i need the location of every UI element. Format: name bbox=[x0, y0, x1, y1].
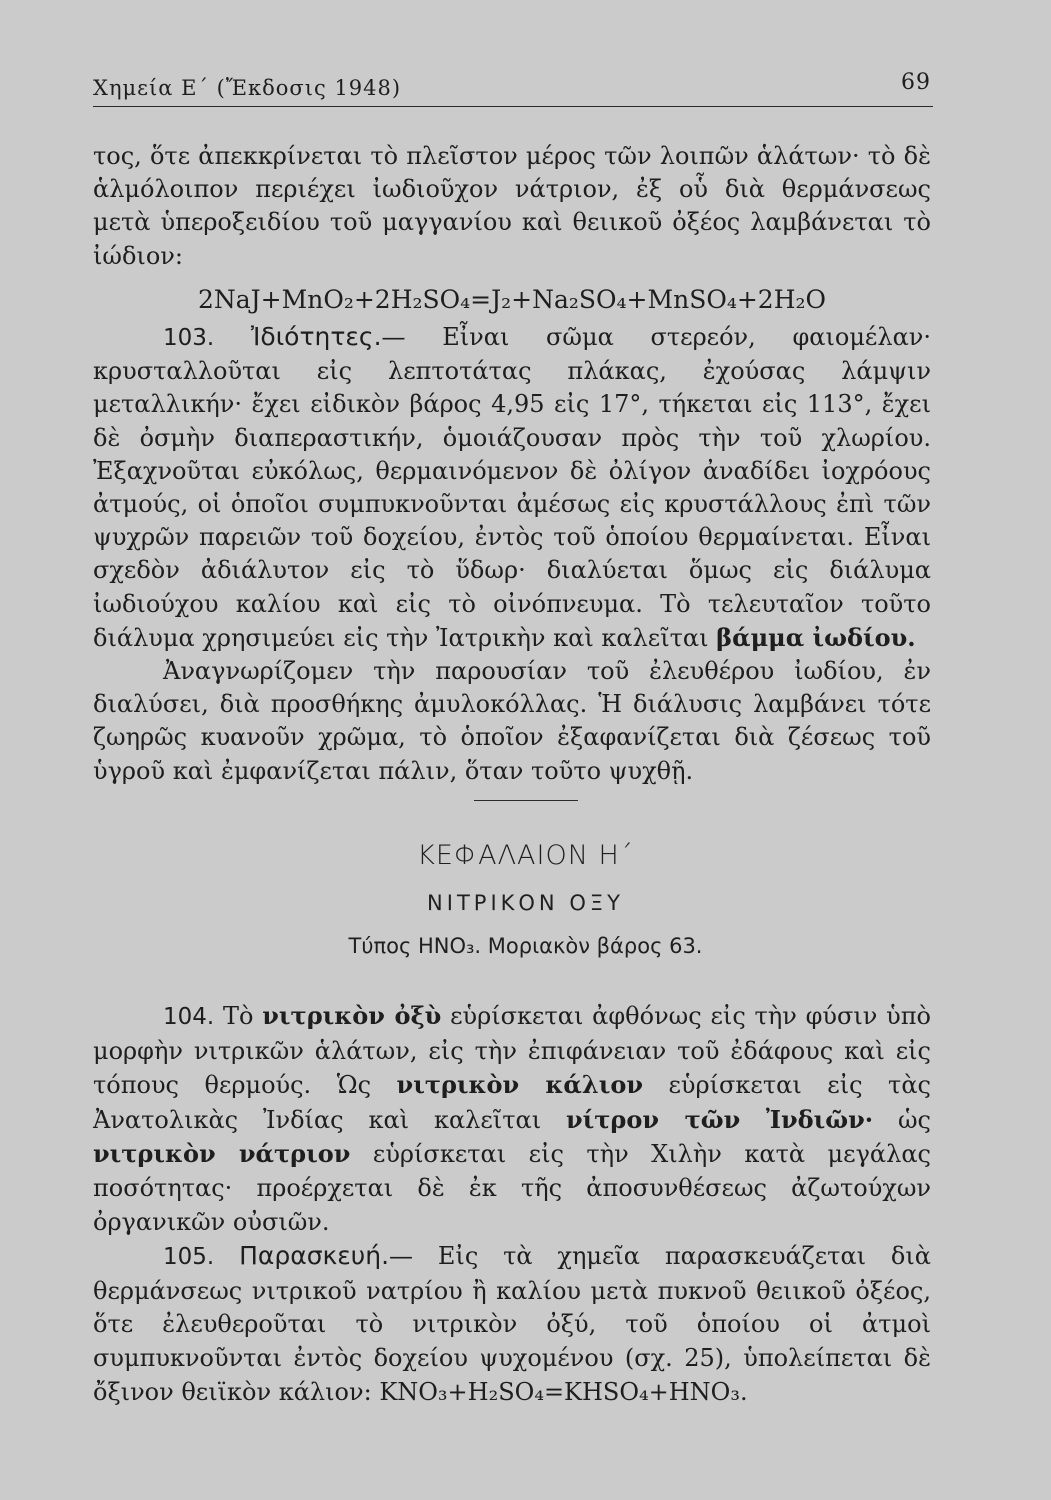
bold-term: νιτρικὸν ὀξὺ bbox=[262, 1001, 442, 1030]
section-text: εὑρίσκεται εἰς τὰς Ἀνατολικὰς Ἰνδίας καὶ καλεῖται bbox=[93, 1071, 931, 1134]
section-text: — Εἰς τὰ χημεῖα παρασκευάζεται διὰ θερμάνσεως νιτρικοῦ νατρίου ἢ καλίου μετὰ πυκνοῦ θειικοῦ ὀξέος, ὅτε ἐλευθεροῦται τὸ νιτρικὸν ὀξύ, τοῦ ὁποίου οἱ ἀτμοὶ συμπυκνοῦνται ἐντὸς δοχείου ψυχομένου (σχ. 25), ὑπολείπεται δὲ ὄξινον θειϊκὸν κάλιον: bbox=[93, 1242, 931, 1406]
section-number: 104. bbox=[163, 1004, 215, 1030]
running-header bbox=[93, 72, 933, 107]
chapter-heading: ΚΕΦΑΛΑΙΟΝ Η΄ bbox=[417, 840, 634, 871]
bottom-text-block bbox=[93, 999, 931, 1409]
top-text-block bbox=[93, 140, 931, 788]
chapter-subject: ΝΙΤΡΙΚΟΝ ΟΞΥ bbox=[427, 891, 624, 915]
section-103 bbox=[93, 320, 931, 655]
chemical-equation: 2NaJ+MnO₂+2H₂SO₄=J₂+Na₂SO₄+MnSO₄+2H₂O bbox=[197, 284, 827, 314]
section-number: 103. bbox=[163, 325, 215, 352]
bold-term: βάμμα ἰωδίου. bbox=[716, 622, 916, 652]
bold-term: νίτρον τῶν Ἰνδιῶν· bbox=[566, 1104, 874, 1134]
section-104 bbox=[93, 999, 931, 1239]
section-text: ὡς bbox=[897, 1105, 931, 1134]
header-title: Χημεία Ε΄ (Ἔκδοσις 1948) bbox=[93, 76, 402, 100]
bold-term: νιτρικὸν νάτριον bbox=[93, 1139, 351, 1169]
page-number: 69 bbox=[901, 70, 931, 95]
section-105 bbox=[93, 1239, 931, 1409]
section-title: Παρασκευή. bbox=[239, 1241, 390, 1271]
section-text: εὑρίσκεται ἀφθόνως εἰς τὴν φύσιν ὑπὸ μορφὴν νιτρικῶν ἁλάτων, εἰς τὴν ἐπιφάνειαν τοῦ ἐδάφους καὶ εἰς τόπους θερμούς. Ὡς bbox=[93, 1002, 931, 1100]
chemical-equation: KNO₃+H₂SO₄=KHSO₄+HNO₃. bbox=[379, 1377, 748, 1406]
paragraph-continuation: τος, ὅτε ἀπεκκρίνεται τὸ πλεῖστον μέρος τῶν λοιπῶν ἁλάτων· τὸ δὲ ἁλμόλοιπον περιέχει ἰωδιοῦχον νάτριον, ἐξ οὗ διὰ θερμάνσεως μετὰ ὑπεροξειδίου τοῦ μαγγανίου καὶ θειικοῦ ὀξέος λαμβάνεται τὸ ἰώδιον: bbox=[93, 142, 931, 270]
section-text: εὑρίσκεται εἰς τὴν Χιλὴν κατὰ μεγάλας ποσότητας· προέρχεται δὲ ἐκ τῆς ἀποσυνθέσεως ἀζωτούχων ὀργανικῶν οὐσιῶν. bbox=[93, 1140, 931, 1236]
bold-term: νιτρικὸν κάλιον bbox=[396, 1070, 643, 1100]
chapter-formula-line: Τύπος HNO₃. Μοριακὸν βάρος 63. bbox=[348, 934, 703, 958]
separator-rule bbox=[474, 800, 578, 801]
section-text: — Εἶναι σῶμα στερεόν, φαιομέλαν· κρυσταλλοῦται εἰς λεπτοτάτας πλάκας, ἐχούσας λάμψιν μεταλλικήν· ἔχει εἰδικὸν βάρος 4,95 εἰς 17°, τήκεται εἰς 113°, ἔχει δὲ ὀσμὴν διαπεραστικήν, ὁμοιάζουσαν πρὸς τὴν τοῦ χλωρίου. Ἐξαχνοῦται εὐκόλως, θερμαινόμενον δὲ ὀλίγον ἀναδίδει ἰοχρόους ἀτμούς, οἱ ὁποῖοι συμπυκνοῦνται ἀμέσως εἰς κρυστάλλους ἐπὶ τῶν ψυχρῶν παρειῶν τοῦ δοχείου, ἐντὸς τοῦ ὁποίου θερμαίνεται. Εἶναι σχεδὸν ἀδιάλυτον εἰς τὸ ὕδωρ· διαλύεται ὅμως εἰς διάλυμα ἰωδιούχου καλίου καὶ εἰς τὸ οἰνόπνευμα. Τὸ τελευταῖον τοῦτο διάλυμα χρησιμεύει εἰς τὴν Ἰατρικὴν καὶ καλεῖται bbox=[93, 323, 931, 652]
paragraph-detection: Ἀναγνωρίζομεν τὴν παρουσίαν τοῦ ἐλευθέρου ἰωδίου, ἐν διαλύσει, διὰ προσθήκης ἀμυλοκόλλας. Ἡ διάλυσις λαμβάνει τότε ζωηρῶς κυανοῦν χρῶμα, τὸ ὁποῖον ἐξαφανίζεται διὰ ζέσεως τοῦ ὑγροῦ καὶ ἐμφανίζεται πάλιν, ὅταν τοῦτο ψυχθῇ. bbox=[93, 657, 931, 785]
section-text: Τὸ bbox=[223, 1002, 254, 1030]
section-number: 105. bbox=[163, 1244, 215, 1271]
section-title: Ἰδιότητες. bbox=[250, 322, 382, 352]
